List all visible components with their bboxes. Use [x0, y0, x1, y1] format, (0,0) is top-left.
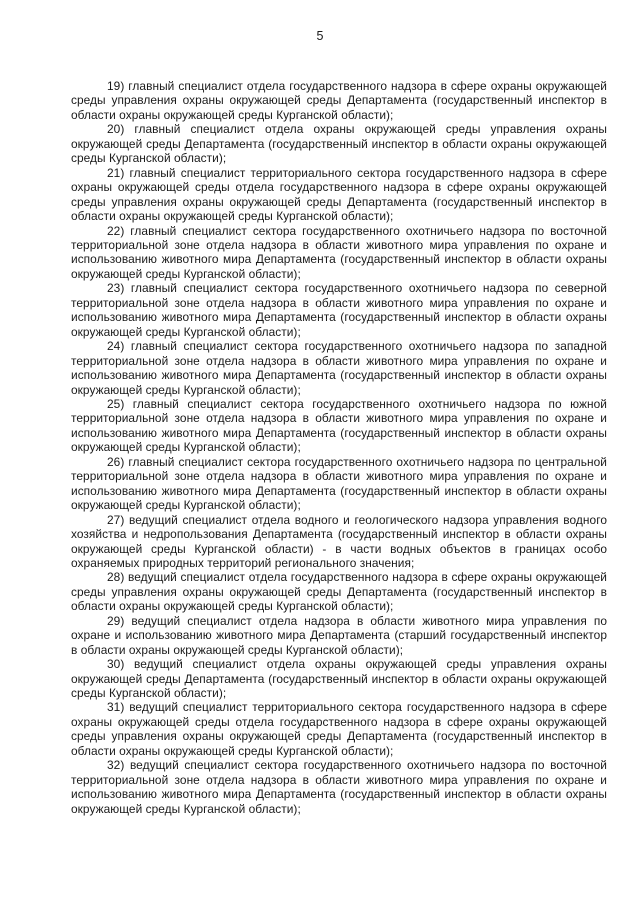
list-item-21: 21) главный специалист территориального сектора государственного надзора в сфере охраны окружающей среды отдела государственного надзора в сфере охраны окружающей среды управления охраны окружающей среды Департамента (государственный инспектор в области охраны окружающей среды Курганской области); — [71, 165, 607, 224]
document-body — [71, 79, 607, 816]
list-item-31: 31) ведущий специалист территориального сектора государственного надзора в сфере охраны окружающей среды отдела государственного надзора в сфере охраны окружающей среды управления охраны окружающей среды Департамента (государственный инспектор в области охраны окружающей среды Курганской области); — [71, 700, 607, 758]
page-number: 5 — [316, 29, 324, 43]
list-item-26: 26) главный специалист сектора государственного охотничьего надзора по центральной территориальной зоне отдела надзора в области животного мира управления по охране и использованию животного мира Департамента (государственный инспектор в области охраны окружающей среды Курганской области); — [71, 454, 607, 513]
list-item-28: 28) ведущий специалист отдела государственного надзора в сфере охраны окружающей среды управления охраны окружающей среды Департамента (государственный инспектор в области охраны окружающей среды Курганской области); — [71, 570, 607, 614]
list-item-32: 32) ведущий специалист сектора государственного охотничьего надзора по восточной территориальной зоне отдела надзора в области животного мира управления по охране и использованию животного мира Департамента (государственный инспектор в области охраны окружающей среды Курганской области); — [71, 758, 607, 816]
list-item-30: 30) ведущий специалист отдела охраны окружающей среды управления охраны окружающей среды Департамента (государственный инспектор в области охраны окружающей среды Курганской области); — [71, 657, 607, 701]
list-item-22: 22) главный специалист сектора государственного охотничьего надзора по восточной территориальной зоне отдела надзора в области животного мира управления по охране и использованию животного мира Департамента (государственный инспектор в области охраны окружающей среды Курганской области); — [71, 223, 607, 281]
list-item-20: 20) главный специалист отдела охраны окружающей среды управления охраны окружающей среды Департамента (государственный инспектор в области охраны окружающей среды Курганской области); — [71, 122, 607, 166]
list-item-25: 25) главный специалист сектора государственного охотничьего надзора по южной территориальной зоне отдела надзора в области животного мира управления по охране и использованию животного мира Департамента (государственный инспектор в области охраны окружающей среды Курганской области); — [71, 396, 607, 455]
list-item-24: 24) главный специалист сектора государственного охотничьего надзора по западной территориальной зоне отдела надзора в области животного мира управления по охране и использованию животного мира Департамента (государственный инспектор в области охраны окружающей среды Курганской области); — [71, 339, 607, 397]
list-item-19: 19) главный специалист отдела государственного надзора в сфере охраны окружающей среды управления охраны окружающей среды Департамента (государственный инспектор в области охраны окружающей среды Курганской области); — [71, 79, 607, 122]
list-item-29: 29) ведущий специалист отдела надзора в области животного мира управления по охране и использованию животного мира Департамента (старший государственный инспектор в области охраны окружающей среды Курганской области); — [71, 613, 607, 657]
list-item-27: 27) ведущий специалист отдела водного и геологического надзора управления водного хозяйства и недропользования Департамента (государственный инспектор в области охраны окружающей среды Курганской области) - в части водных объектов в границах особо охраняемых природных территорий регионального значения; — [71, 512, 607, 570]
list-item-23: 23) главный специалист сектора государственного охотничьего надзора по северной территориальной зоне отдела надзора в области животного мира управления по охране и использованию животного мира Департамента (государственный инспектор в области охраны окружающей среды Курганской области); — [71, 281, 607, 339]
